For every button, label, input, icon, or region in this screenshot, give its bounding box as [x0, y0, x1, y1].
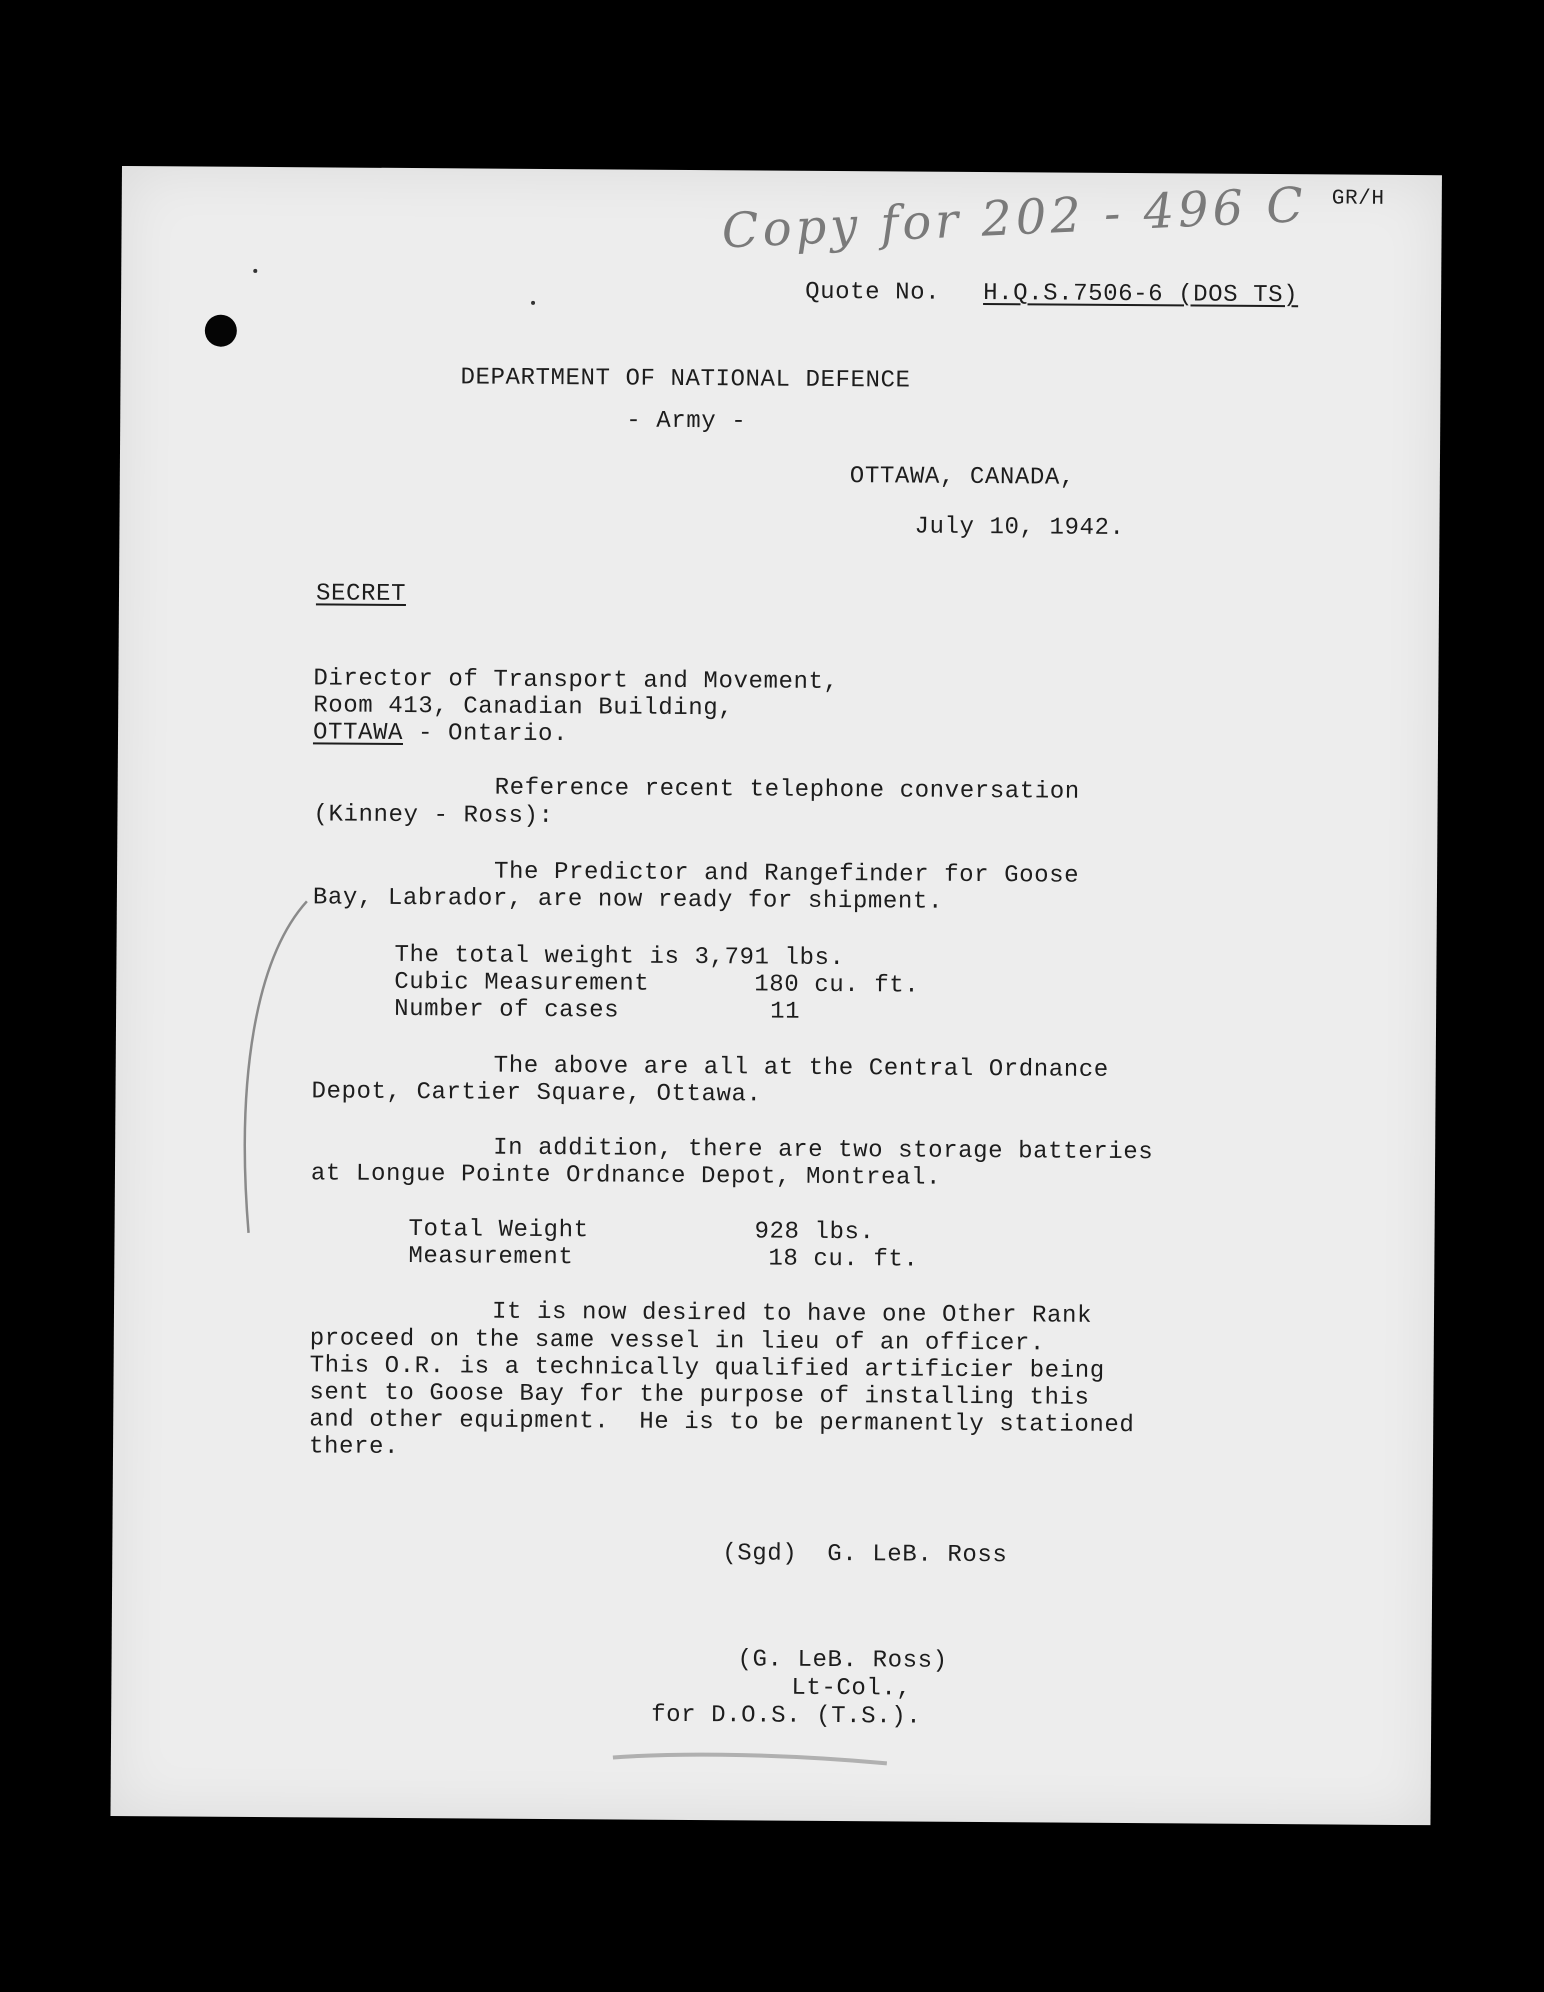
- signatory-for: for D.O.S. (T.S.).: [651, 1701, 922, 1731]
- battery-measure-value: 18 cu. ft.: [768, 1245, 919, 1274]
- paragraph-5-line-6: there.: [308, 1433, 400, 1461]
- quote-number: H.Q.S.7506-6 (DOS TS): [983, 280, 1299, 310]
- speck: [531, 301, 535, 305]
- classification-secret: SECRET: [315, 580, 407, 608]
- shipment-total-weight: The total weight is 3,791 lbs.: [394, 941, 845, 973]
- addressee-province: - Ontario.: [402, 719, 569, 749]
- document-page: [110, 166, 1441, 1825]
- battery-weight-label: Total Weight: [408, 1216, 589, 1245]
- paragraph-5-line-2: proceed on the same vessel in lieu of an officer.: [309, 1325, 1046, 1358]
- addressee-city: OTTAWA: [312, 719, 404, 747]
- signed-line: (Sgd) G. LeB. Ross: [722, 1540, 1008, 1570]
- paragraph-5-line-4: sent to Goose Bay for the purpose of installing this: [309, 1379, 1090, 1412]
- addressee-line-2: Room 413, Canadian Building,: [313, 692, 734, 723]
- paragraph-5-line-5: and other equipment. He is to be permanently stationed: [309, 1406, 1135, 1440]
- shipment-cubic-label: Cubic Measurement: [394, 968, 650, 998]
- place-line: OTTAWA, CANADA,: [849, 463, 1075, 492]
- shipment-cases-label: Number of cases: [394, 995, 620, 1025]
- paragraph-5-line-1: It is now desired to have one Other Rank: [491, 1298, 1093, 1330]
- paragraph-3-line-1: The above are all at the Central Ordnance: [493, 1052, 1109, 1084]
- pencil-bracket-mark: [235, 897, 317, 1238]
- shipment-cases-value: 11: [770, 998, 801, 1026]
- signatory-name: (G. LeB. Ross): [737, 1646, 948, 1675]
- quote-label: Quote No.: [805, 278, 941, 307]
- punch-hole: [205, 315, 237, 347]
- paragraph-4-line-2: at Longue Pointe Ordnance Depot, Montreal.: [310, 1160, 942, 1192]
- date-line: July 10, 1942.: [914, 513, 1125, 543]
- paragraph-5-line-3: This O.R. is a technically qualified artificier being: [309, 1352, 1105, 1385]
- paragraph-3-line-2: Depot, Cartier Square, Ottawa.: [311, 1078, 762, 1109]
- addressee-line-3: [313, 721, 568, 747]
- speck: [253, 269, 257, 273]
- handwritten-file-note: Copy for 202 - 496 C: [720, 176, 1309, 260]
- paragraph-4-line-1: In addition, there are two storage batteries: [493, 1134, 1154, 1167]
- paragraph-1-line-2: (Kinney - Ross):: [313, 801, 554, 831]
- signature-underline: [611, 1747, 891, 1769]
- department-heading: DEPARTMENT OF NATIONAL DEFENCE: [460, 364, 911, 395]
- shipment-cubic-value: 180 cu. ft.: [754, 971, 920, 1000]
- signatory-rank: Lt-Col.,: [791, 1674, 912, 1703]
- paragraph-2-line-1: The Predictor and Rangefinder for Goose: [493, 858, 1080, 890]
- paragraph-2-line-2: Bay, Labrador, are now ready for shipment.: [312, 884, 944, 916]
- battery-weight-value: 928 lbs.: [754, 1218, 875, 1247]
- branch-heading: - Army -: [626, 407, 747, 436]
- battery-measure-label: Measurement: [408, 1243, 574, 1272]
- addressee-line-1: Director of Transport and Movement,: [313, 665, 839, 697]
- paragraph-1-line-1: Reference recent telephone conversation: [494, 774, 1080, 806]
- file-mark: GR/H: [1331, 187, 1385, 211]
